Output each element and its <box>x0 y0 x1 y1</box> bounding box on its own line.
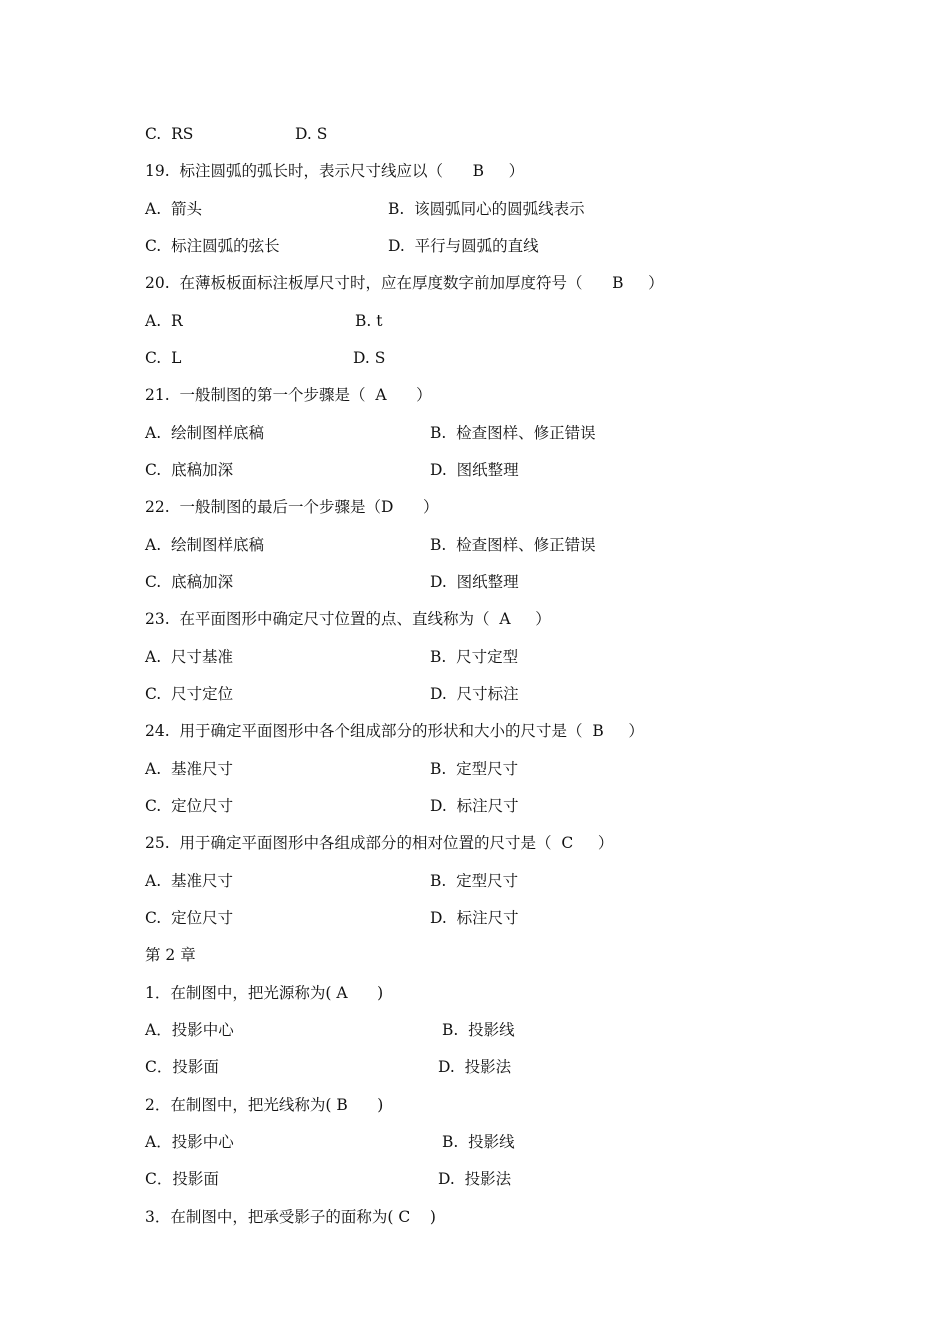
option-c: C．投影面 <box>145 1058 219 1076</box>
option-d: D. 标注尺寸 <box>430 797 519 815</box>
option-d: D. 图纸整理 <box>430 461 519 479</box>
option-d: D. 图纸整理 <box>430 573 519 591</box>
option-d: D. 尺寸标注 <box>430 685 519 703</box>
option-c: C．投影面 <box>145 1170 219 1188</box>
option-a: A. 尺寸基准 <box>145 648 233 666</box>
option-row <box>145 1129 515 1155</box>
option-d: D. 平行与圆弧的直线 <box>388 237 539 255</box>
option-a: A. 基准尺寸 <box>145 872 233 890</box>
question-20: 20. 在薄板板面标注板厚尺寸时，应在厚度数字前加厚度符号（ B ） <box>145 274 664 292</box>
option-row <box>145 905 519 931</box>
question-25: 25. 用于确定平面图形中各组成部分的相对位置的尺寸是（ C ） <box>145 834 614 852</box>
option-a: A. 基准尺寸 <box>145 760 233 778</box>
option-row <box>145 233 539 259</box>
option-b: B. 检查图样、修正错误 <box>430 536 596 554</box>
option-row <box>145 681 519 707</box>
question-c3: 3．在制图中，把承受影子的面称为( C ) <box>145 1208 436 1226</box>
option-d: D. 投影法 <box>438 1170 512 1188</box>
question-c2: 2．在制图中，把光线称为( B ) <box>145 1096 384 1114</box>
option-row <box>145 1054 512 1080</box>
option-row <box>145 308 383 334</box>
question-23: 23. 在平面图形中确定尺寸位置的点、直线称为（ A ） <box>145 610 551 628</box>
option-c: C. 底稿加深 <box>145 573 234 591</box>
option-a: A. R <box>145 312 183 330</box>
question-22: 22. 一般制图的最后一个步骤是（D ） <box>145 498 439 516</box>
option-b: B. 投影线 <box>442 1021 515 1039</box>
option-row <box>145 868 519 894</box>
option-c: C. 标注圆弧的弦长 <box>145 237 280 255</box>
question-24: 24. 用于确定平面图形中各个组成部分的形状和大小的尺寸是（ B ） <box>145 722 644 740</box>
option-row <box>145 569 519 595</box>
option-a: A．投影中心 <box>145 1133 234 1151</box>
option-row <box>145 1166 512 1192</box>
option-c: C. 底稿加深 <box>145 461 234 479</box>
option-d: D. S <box>295 125 328 143</box>
chapter-heading: 第 2 章 <box>145 946 196 964</box>
option-b: B. 定型尺寸 <box>430 760 519 778</box>
option-row <box>145 756 519 782</box>
option-row <box>145 1017 515 1043</box>
option-d: D. S <box>353 349 386 367</box>
option-row <box>145 196 585 222</box>
option-a: A. 箭头 <box>145 200 202 218</box>
question-21: 21. 一般制图的第一个步骤是（ A ） <box>145 386 432 404</box>
option-c: C. RS <box>145 125 194 143</box>
option-c: C. L <box>145 349 182 367</box>
option-b: B. 该圆弧同心的圆弧线表示 <box>388 200 585 218</box>
question-19: 19. 标注圆弧的弧长时，表示尺寸线应以（ B ） <box>145 162 525 180</box>
option-row <box>145 121 328 147</box>
option-d: D. 投影法 <box>438 1058 512 1076</box>
option-a: A. 绘制图样底稿 <box>145 424 264 442</box>
option-b: B. t <box>355 312 383 330</box>
option-b: B. 尺寸定型 <box>430 648 519 666</box>
option-b: B. 定型尺寸 <box>430 872 519 890</box>
option-a: A．投影中心 <box>145 1021 234 1039</box>
option-b: B. 检查图样、修正错误 <box>430 424 596 442</box>
option-c: C. 定位尺寸 <box>145 909 234 927</box>
option-row <box>145 532 596 558</box>
option-a: A. 绘制图样底稿 <box>145 536 264 554</box>
option-b: B. 投影线 <box>442 1133 515 1151</box>
option-row <box>145 644 519 670</box>
option-row <box>145 457 519 483</box>
option-c: C. 尺寸定位 <box>145 685 234 703</box>
option-row <box>145 420 596 446</box>
question-c1: 1．在制图中，把光源称为( A ) <box>145 984 384 1002</box>
option-c: C. 定位尺寸 <box>145 797 234 815</box>
option-row <box>145 345 386 371</box>
option-row <box>145 793 519 819</box>
option-d: D. 标注尺寸 <box>430 909 519 927</box>
